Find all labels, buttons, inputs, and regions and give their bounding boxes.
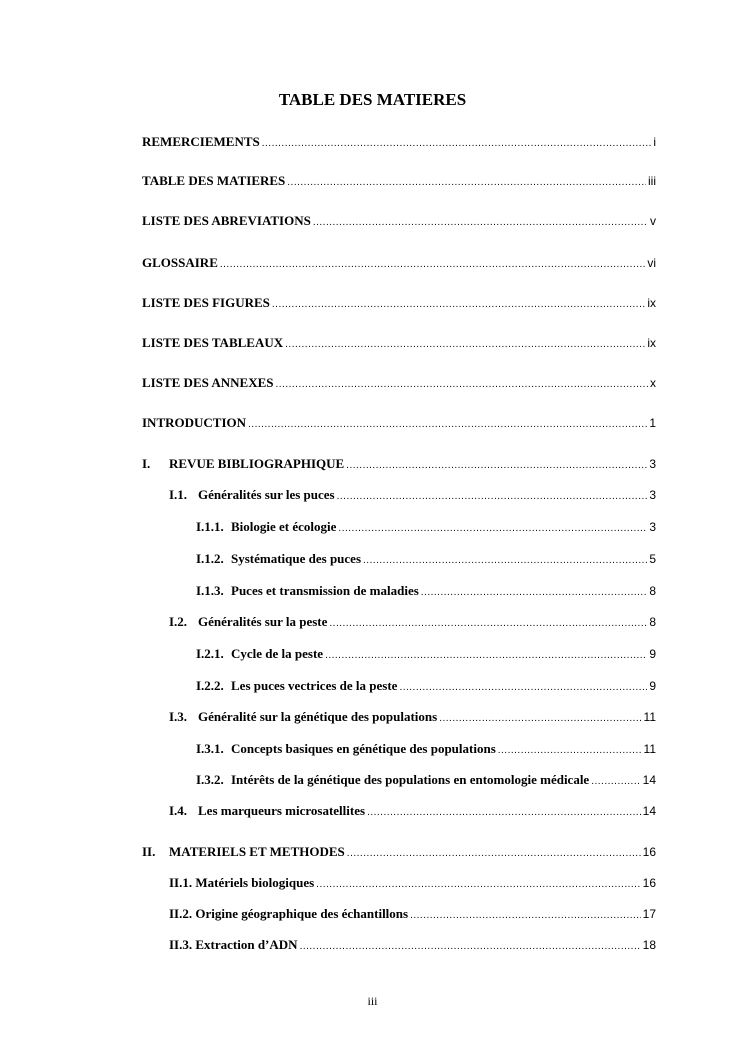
toc-entry-label: LISTE DES TABLEAUX [142, 335, 284, 350]
toc-entry-label: Généralités sur les puces [198, 487, 335, 502]
toc-entry [196, 678, 656, 696]
toc-entry-label: GLOSSAIRE [142, 255, 218, 270]
dot-leader [338, 521, 647, 537]
toc-entry-label: Concepts basiques en génétique des populations [231, 741, 496, 756]
toc-entry-page: 11 [643, 710, 656, 724]
toc-entry-page: i [653, 135, 656, 149]
toc-entry-number: I.1.3. [196, 583, 224, 598]
toc-entry-number: I.3.1. [196, 741, 224, 756]
toc-entry [169, 803, 656, 821]
toc-entry-number: I.3. [169, 709, 188, 724]
toc-entry [196, 519, 656, 537]
toc-entry [142, 134, 656, 152]
toc-entry-label: MATERIELS ET METHODES [169, 844, 345, 859]
toc-entry [142, 375, 656, 393]
toc-entry-label: Biologie et écologie [231, 519, 337, 534]
dot-leader [591, 774, 640, 790]
toc-entry-page: x [650, 376, 656, 390]
toc-entry [142, 173, 656, 191]
dot-leader [347, 846, 641, 862]
toc-entry [169, 875, 656, 893]
toc-entry-page: iii [648, 174, 656, 188]
toc-entry-number: I.1.1. [196, 519, 224, 534]
toc-entry-page: ix [647, 336, 656, 350]
page-title: TABLE DES MATIERES [278, 90, 467, 109]
toc-entry-page: vi [647, 256, 656, 270]
toc-entry-page: v [650, 214, 656, 228]
toc-entry-label: Les puces vectrices de la peste [231, 678, 398, 693]
toc-entry-label: II.1. Matériels biologiques [169, 875, 315, 890]
toc-entry-number: I.1.2. [196, 551, 224, 566]
toc-entry [169, 709, 656, 727]
toc-entry-page: 16 [642, 845, 656, 859]
toc-entry [142, 456, 656, 474]
toc-entry-number: I.3.2. [196, 772, 224, 787]
toc-entry-page: 14 [642, 804, 656, 818]
dot-leader [220, 257, 645, 273]
toc-entry-page: 3 [649, 457, 656, 471]
toc-entry-page: 8 [649, 584, 656, 598]
dot-leader [337, 489, 648, 505]
toc-entry-label: II.3. Extraction d’ADN [169, 937, 298, 952]
dot-leader [363, 553, 647, 569]
toc-entry-number: I.2.1. [196, 646, 224, 661]
toc-entry-label: Systématique des puces [231, 551, 362, 566]
dot-leader [421, 585, 648, 601]
dot-leader [439, 711, 641, 727]
toc-entry-label: TABLE DES MATIERES [142, 173, 286, 188]
toc-entry [142, 415, 656, 433]
toc-entry [196, 741, 656, 759]
toc-entry-label: Cycle de la peste [231, 646, 324, 661]
toc-entry [196, 583, 656, 601]
toc-entry-label: REVUE BIBLIOGRAPHIQUE [169, 456, 345, 471]
toc-entry-page: 9 [649, 679, 656, 693]
dot-leader [285, 337, 645, 353]
toc-entry [169, 487, 656, 505]
toc-entry-page: 1 [649, 416, 656, 430]
toc-entry-label: Les marqueurs microsatellites [198, 803, 366, 818]
dot-leader [313, 215, 648, 231]
dot-leader [316, 877, 640, 893]
toc-entry-page: 8 [649, 615, 656, 629]
toc-entry [169, 614, 656, 632]
toc-entry-label: REMERCIEMENTS [142, 134, 260, 149]
toc-entry [196, 772, 656, 790]
dot-leader [346, 458, 647, 474]
toc-entry-page: 5 [649, 552, 656, 566]
toc-entry-page: ix [647, 296, 656, 310]
toc-entry [142, 335, 656, 353]
dot-leader [410, 908, 641, 924]
toc-entry-label: Généralités sur la peste [198, 614, 328, 629]
toc-entry-number: I.2. [169, 614, 188, 629]
toc-entry-page: 17 [642, 907, 656, 921]
dot-leader [329, 616, 647, 632]
toc-entry-label: II.2. Origine géographique des échantillons [169, 906, 409, 921]
toc-entry-page: 18 [642, 938, 656, 952]
toc-entry-label: LISTE DES FIGURES [142, 295, 270, 310]
toc-entry-label: LISTE DES ANNEXES [142, 375, 274, 390]
toc-entry-page: 9 [649, 647, 656, 661]
toc-entry-number: I. [142, 456, 151, 471]
dot-leader [325, 648, 647, 664]
toc-entry [169, 906, 656, 924]
dot-leader [399, 680, 647, 696]
dot-leader [276, 377, 649, 393]
toc-entry-label: Puces et transmission de maladies [231, 583, 419, 598]
toc-entry-number: I.2.2. [196, 678, 224, 693]
toc-entry-page: 16 [642, 876, 656, 890]
dot-leader [287, 175, 646, 191]
toc-entry [142, 844, 656, 862]
toc-entry-page: 14 [642, 773, 656, 787]
toc-entry-label: Intérêts de la génétique des populations en entomologie médicale [231, 772, 590, 787]
toc-entry [169, 937, 656, 955]
dot-leader [272, 297, 645, 313]
toc-entry-label: Généralité sur la génétique des populations [198, 709, 438, 724]
toc-entry-number: I.1. [169, 487, 188, 502]
toc-entry-label: INTRODUCTION [142, 415, 247, 430]
toc-entry [196, 646, 656, 664]
dot-leader [248, 417, 647, 433]
toc-entry-label: LISTE DES ABREVIATIONS [142, 213, 311, 228]
toc-entry [142, 213, 656, 231]
dot-leader [262, 136, 652, 152]
dot-leader [498, 743, 642, 759]
toc-entry [196, 551, 656, 569]
toc-entry-page: 3 [649, 488, 656, 502]
toc-entry-number: I.4. [169, 803, 188, 818]
toc-entry-number: II. [142, 844, 156, 859]
dot-leader [367, 805, 641, 821]
dot-leader [300, 939, 641, 955]
toc-entry [142, 295, 656, 313]
page-number: iii [367, 994, 378, 1008]
toc-entry-page: 11 [643, 742, 656, 756]
toc-entry [142, 255, 656, 273]
toc-entry-page: 3 [649, 520, 656, 534]
